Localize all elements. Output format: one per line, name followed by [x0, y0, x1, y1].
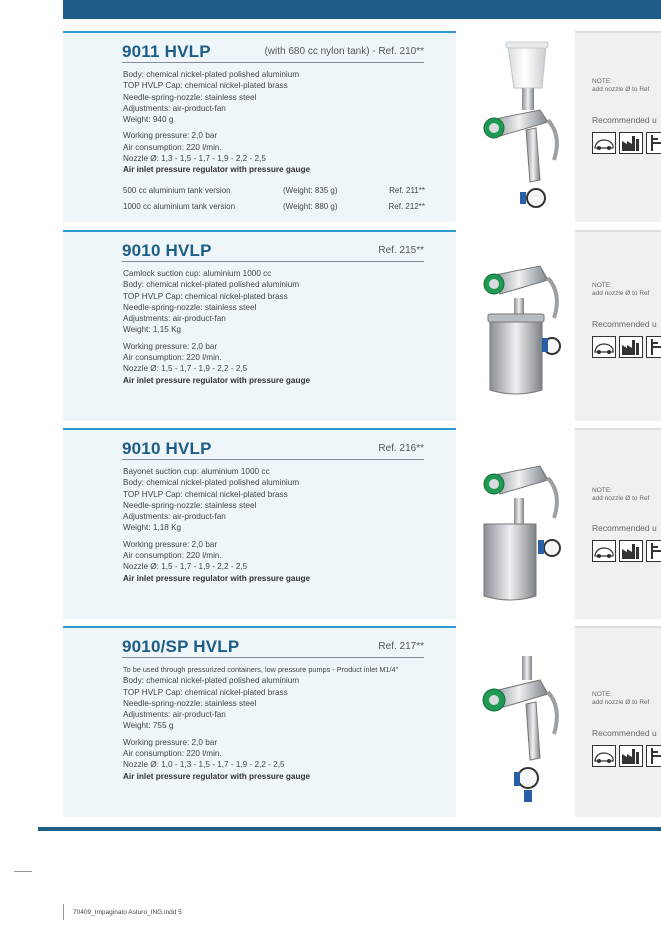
spec-line: Adjustments: air-product-fan: [123, 314, 226, 324]
regulator-line: Air inlet pressure regulator with pressure gauge: [123, 375, 310, 385]
factory-icon: [619, 745, 643, 767]
car-icon: [592, 336, 616, 358]
car-icon: [592, 540, 616, 562]
variant-row: [123, 186, 425, 197]
bottom-divider: [38, 827, 661, 831]
product-card-9011: [63, 31, 456, 222]
spray-gun-gravity-image: [470, 40, 568, 212]
spec-line: Needle-spring-nozzle: stainless steel: [123, 302, 257, 312]
working-line: Nozzle Ø: 1,5 - 1,7 - 1,9 - 2,2 - 2,5: [123, 562, 248, 572]
note-label: NOTE:: [592, 487, 612, 494]
spec-line: Body: chemical nickel-plated polished aluminium: [123, 280, 300, 290]
regulator-line: Air inlet pressure regulator with pressure gauge: [123, 771, 310, 781]
note-text: add nozzle Ø to Ref: [592, 290, 650, 297]
product-model: 9011 HVLP: [122, 42, 211, 61]
spec-line: Adjustments: air-product-fan: [123, 103, 226, 113]
product-model: 9010/SP HVLP: [122, 637, 240, 656]
spec-line: Weight: 755 g: [123, 721, 174, 731]
car-icon: [592, 132, 616, 154]
variant-ref: Ref. 211**: [389, 186, 425, 195]
crop-mark: [63, 904, 64, 920]
top-header-bar: [63, 0, 661, 19]
factory-icon: [619, 540, 643, 562]
product-model: 9010 HVLP: [122, 241, 212, 260]
note-text: add nozzle Ø to Ref: [592, 495, 650, 502]
note-box: [575, 230, 661, 421]
note-text: add nozzle Ø to Ref: [592, 699, 650, 706]
crop-mark: [14, 871, 32, 872]
spray-gun-suction-bayonet-image: [470, 458, 568, 630]
variant-name: 1000 cc aluminium tank version: [123, 202, 236, 211]
working-line: Nozzle Ø: 1,5 - 1,7 - 1,9 - 2,2 - 2,5: [123, 364, 248, 374]
spec-line: TOP HVLP Cap: chemical nickel-plated brass: [123, 687, 288, 697]
product-specs: [123, 268, 433, 386]
spec-line: Needle-spring-nozzle: stainless steel: [123, 92, 257, 102]
spec-line: Weight: 1,18 Kg: [123, 523, 182, 533]
car-icon: [592, 745, 616, 767]
spec-line: Bayonet suction cup: aluminium 1000 cc: [123, 467, 270, 476]
product-title-row: [122, 439, 424, 460]
product-title-row: [122, 241, 424, 262]
recommended-label: Recommended u: [592, 319, 657, 329]
variant-name: 500 cc aluminium tank version: [123, 186, 231, 195]
working-line: Air consumption: 220 l/min.: [123, 749, 222, 759]
product-card-9010-sp: [63, 626, 456, 817]
spray-gun-suction-camlock-image: [470, 258, 568, 430]
spec-line: Weight: 1,15 Kg: [123, 325, 182, 335]
spec-line: Body: chemical nickel-plated polished aluminium: [123, 70, 300, 79]
spec-line: TOP HVLP Cap: chemical nickel-plated brass: [123, 291, 288, 301]
spec-line: Adjustments: air-product-fan: [123, 710, 226, 720]
usage-icons: [592, 745, 661, 767]
variant-ref: Ref. 212**: [388, 202, 425, 211]
note-text: add nozzle Ø to Ref: [592, 86, 650, 93]
product-ref: Ref. 217**: [378, 641, 424, 652]
working-line: Working pressure: 2,0 bar: [123, 539, 218, 549]
note-box: [575, 626, 661, 817]
furniture-icon: [646, 336, 661, 358]
note-label: NOTE:: [592, 78, 612, 85]
spec-line: TOP HVLP Cap: chemical nickel-plated brass: [123, 489, 288, 499]
variant-row: [123, 202, 425, 213]
recommended-label: Recommended u: [592, 523, 657, 533]
regulator-line: Air inlet pressure regulator with pressure gauge: [123, 573, 310, 583]
working-line: Air consumption: 220 l/min.: [123, 142, 222, 152]
spec-line: Body: chemical nickel-plated polished aluminium: [123, 478, 300, 488]
variant-weight: (Weight: 880 g): [283, 202, 338, 211]
footer-filename: 70409_Impaginato Asturo_ING.indd 5: [73, 909, 182, 916]
note-label: NOTE:: [592, 691, 612, 698]
note-box: [575, 31, 661, 222]
usage-icons: [592, 132, 661, 154]
spec-line: Body: chemical nickel-plated polished aluminium: [123, 676, 300, 686]
spec-line: Camlock suction cup: aluminium 1000 cc: [123, 269, 272, 278]
furniture-icon: [646, 745, 661, 767]
product-specs: [123, 664, 433, 782]
product-title-row: [122, 637, 424, 658]
product-specs: [123, 466, 433, 584]
spec-line: Needle-spring-nozzle: stainless steel: [123, 698, 257, 708]
product-model: 9010 HVLP: [122, 439, 212, 458]
usage-icons: [592, 540, 661, 562]
working-line: Air consumption: 220 l/min.: [123, 353, 222, 363]
note-box: [575, 428, 661, 619]
spec-line: TOP HVLP Cap: chemical nickel-plated brass: [123, 81, 288, 91]
furniture-icon: [646, 132, 661, 154]
working-line: Nozzle Ø: 1,3 - 1,5 - 1,7 - 1,9 - 2,2 - 2,5: [123, 154, 266, 164]
note-label: NOTE:: [592, 282, 612, 289]
variant-weight: (Weight: 835 g): [283, 186, 338, 195]
spec-line: To be used through pressurized containers, low pressure pumps - Product inlet M1/4": [123, 665, 399, 674]
usage-icons: [592, 336, 661, 358]
working-line: Working pressure: 2,0 bar: [123, 737, 218, 747]
working-line: Working pressure: 2,0 bar: [123, 341, 218, 351]
product-ref: Ref. 216**: [378, 443, 424, 454]
product-card-9010-camlock: [63, 230, 456, 421]
spec-line: Weight: 940 g: [123, 115, 174, 125]
product-title-row: [122, 42, 424, 63]
working-line: Air consumption: 220 l/min.: [123, 551, 222, 561]
factory-icon: [619, 336, 643, 358]
product-card-9010-bayonet: [63, 428, 456, 619]
furniture-icon: [646, 540, 661, 562]
spec-line: Needle-spring-nozzle: stainless steel: [123, 500, 257, 510]
working-line: Working pressure: 2,0 bar: [123, 131, 218, 141]
recommended-label: Recommended u: [592, 115, 657, 125]
regulator-line: Air inlet pressure regulator with pressure gauge: [123, 165, 310, 175]
factory-icon: [619, 132, 643, 154]
product-ref: Ref. 215**: [378, 245, 424, 256]
product-ref: (with 680 cc nylon tank) - Ref. 210**: [264, 46, 424, 57]
working-line: Nozzle Ø: 1,0 - 1,3 - 1,5 - 1,7 - 1,9 - 2,2 - 2,5: [123, 760, 285, 770]
recommended-label: Recommended u: [592, 728, 657, 738]
spec-line: Adjustments: air-product-fan: [123, 512, 226, 522]
spray-gun-pressure-feed-image: [470, 648, 568, 820]
product-specs: [123, 69, 433, 176]
